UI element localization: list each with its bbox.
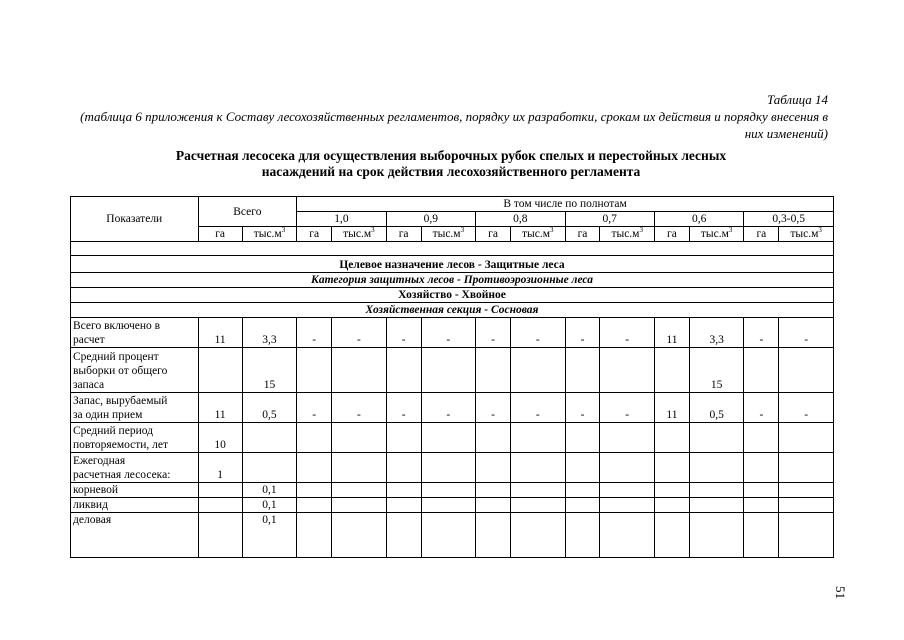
row-label: [71, 318, 199, 348]
table-cell: 15: [689, 348, 743, 393]
table-cell: [565, 348, 600, 393]
table-cell: [476, 348, 511, 393]
row-label-line: запаса: [73, 379, 105, 391]
table-cell: [511, 513, 565, 558]
table-cell: [511, 498, 565, 513]
table-cell: [511, 453, 565, 483]
unit-ha: га: [198, 227, 242, 242]
unit-volume-exponent: 3: [550, 226, 554, 235]
table-cell: 11: [654, 318, 689, 348]
row-label: [71, 453, 199, 483]
table-cell: -: [744, 393, 779, 423]
row-label-line: корневой: [73, 484, 119, 496]
table-cell: [744, 498, 779, 513]
header-indicators: Показатели: [71, 197, 199, 242]
table-cell: [198, 498, 242, 513]
table-cell: -: [386, 318, 421, 348]
table-cell: [689, 498, 743, 513]
unit-volume-text: тыс.м: [522, 228, 551, 240]
table-cell: [600, 453, 654, 483]
table-cell: [421, 513, 475, 558]
section-farm: Хозяйство - Хвойное: [71, 288, 834, 303]
row-label-line: Запас, вырубаемый: [73, 395, 168, 407]
density-header: 0,6: [654, 212, 743, 227]
table-cell: [297, 348, 332, 393]
section-economic: Хозяйственная секция - Сосновая: [71, 303, 834, 318]
row-label-line: расчет: [73, 334, 105, 346]
row-label-line: за один прием: [73, 409, 143, 421]
table-cell: [654, 483, 689, 498]
table-cell: [386, 513, 421, 558]
table-cell: [332, 348, 386, 393]
unit-volume-text: тыс.м: [700, 228, 729, 240]
table-cell: [386, 348, 421, 393]
table-cell: 1: [198, 453, 242, 483]
table-cell: [654, 498, 689, 513]
table-cell: [386, 423, 421, 453]
table-cell: [689, 483, 743, 498]
unit-volume-exponent: 3: [281, 226, 286, 235]
density-header: 0,7: [565, 212, 654, 227]
row-label: [71, 483, 199, 498]
table-cell: -: [744, 318, 779, 348]
table-cell: [779, 483, 834, 498]
unit-volume-exponent: 3: [371, 226, 375, 235]
table-cell: 0,5: [689, 393, 743, 423]
table-cell: [689, 453, 743, 483]
table-cell: -: [297, 393, 332, 423]
table-cell: [565, 483, 600, 498]
section-purpose: Целевое назначение лесов - Защитные леса: [71, 256, 834, 273]
table-cell: [297, 513, 332, 558]
table-row: [71, 318, 834, 348]
unit-volume-exponent: 3: [818, 226, 822, 235]
table-cell: [476, 483, 511, 498]
table-cell: [386, 498, 421, 513]
table-cell: [744, 348, 779, 393]
row-label-line: повторяемости, лет: [73, 439, 169, 451]
row-label-line: Средний период: [73, 425, 153, 437]
table-cell: [421, 423, 475, 453]
table-cell: [600, 348, 654, 393]
table-cell: [689, 513, 743, 558]
table-cell: [779, 498, 834, 513]
table-title-line-2: насаждений на срок действия лесохозяйственного регламента: [261, 164, 641, 179]
table-cell: [565, 513, 600, 558]
table-cell: [297, 423, 332, 453]
row-label-line: Средний процент: [73, 351, 159, 363]
table-row: [71, 348, 834, 393]
unit-volume: [511, 227, 565, 242]
table-cell: [297, 483, 332, 498]
unit-volume: [421, 227, 475, 242]
row-label-line: деловая: [73, 514, 112, 526]
table-cell: [476, 453, 511, 483]
table-cell: [779, 453, 834, 483]
table-cell: 0,1: [242, 513, 297, 558]
unit-volume: [332, 227, 386, 242]
row-label: [71, 348, 199, 393]
table-cell: [511, 348, 565, 393]
density-header: 1,0: [297, 212, 386, 227]
table-cell: [779, 423, 834, 453]
table-cell: [198, 513, 242, 558]
table-cell: [421, 453, 475, 483]
unit-ha: га: [744, 227, 779, 242]
unit-ha: га: [654, 227, 689, 242]
table-cell: [332, 483, 386, 498]
table-cell: -: [600, 393, 654, 423]
row-label-line: Ежегодная: [73, 455, 126, 467]
table-row: [71, 513, 834, 558]
table-cell: -: [600, 318, 654, 348]
table-cell: -: [297, 318, 332, 348]
table-cell: -: [511, 393, 565, 423]
table-cell: 0,1: [242, 483, 297, 498]
row-label: [71, 393, 199, 423]
section-category: Категория защитных лесов - Противоэрозионные леса: [71, 273, 834, 288]
table-cell: [332, 513, 386, 558]
table-cell: [421, 348, 475, 393]
row-label-line: расчетная лесосека:: [73, 469, 171, 481]
unit-volume-exponent: 3: [460, 226, 465, 235]
table-cell: [476, 423, 511, 453]
table-source-note: (таблица 6 приложения к Составу лесохозяйственных регламентов, порядку их разработки, срокам их действия и порядку внесения в них изменений): [80, 109, 828, 141]
table-cell: [511, 483, 565, 498]
table-cell: [779, 513, 834, 558]
table-cell: -: [476, 318, 511, 348]
table-cell: [779, 348, 834, 393]
unit-volume-text: тыс.м: [432, 228, 461, 240]
table-cell: [511, 423, 565, 453]
header-by-density: В том числе по полнотам: [297, 197, 834, 212]
table-cell: 10: [198, 423, 242, 453]
table-cell: [600, 498, 654, 513]
table-cell: [332, 423, 386, 453]
table-cell: [386, 483, 421, 498]
unit-volume-exponent: 3: [728, 226, 733, 235]
table-cell: [476, 513, 511, 558]
row-label-line: ликвид: [73, 499, 108, 511]
table-cell: [198, 483, 242, 498]
table-cell: [744, 423, 779, 453]
table-row: [71, 423, 834, 453]
header-total: Всего: [198, 197, 297, 227]
unit-volume: [779, 227, 834, 242]
table-cell: -: [476, 393, 511, 423]
table-cell: [565, 453, 600, 483]
table-cell: [332, 453, 386, 483]
unit-volume-text: тыс.м: [343, 228, 372, 240]
table-cell: -: [779, 393, 834, 423]
unit-volume: [600, 227, 654, 242]
table-cell: 3,3: [242, 318, 297, 348]
unit-ha: га: [297, 227, 332, 242]
unit-volume: [242, 227, 297, 242]
table-cell: 15: [242, 348, 297, 393]
table-cell: 11: [198, 393, 242, 423]
table-cell: [654, 513, 689, 558]
density-header: 0,9: [386, 212, 475, 227]
table-title-line-1: Расчетная лесосека для осуществления выборочных рубок спелых и перестойных лесных: [175, 148, 727, 163]
table-cell: [421, 498, 475, 513]
unit-volume: [689, 227, 743, 242]
table-cell: -: [421, 393, 475, 423]
table-row: [71, 483, 834, 498]
table-row: [71, 393, 834, 423]
table-cell: 11: [654, 393, 689, 423]
table-cell: [242, 453, 297, 483]
table-cell: [744, 483, 779, 498]
table-cell: [198, 348, 242, 393]
table-cell: -: [332, 393, 386, 423]
table-cell: [600, 423, 654, 453]
table-cell: [476, 498, 511, 513]
table-cell: -: [421, 318, 475, 348]
table-cell: [689, 423, 743, 453]
table-cell: [600, 483, 654, 498]
unit-volume-text: тыс.м: [611, 228, 640, 240]
table-cell: [565, 498, 600, 513]
table-cell: [744, 513, 779, 558]
spacer-row: [71, 242, 834, 256]
unit-ha: га: [565, 227, 600, 242]
table-cell: [386, 453, 421, 483]
row-label-line: выборки от общего: [73, 365, 168, 377]
row-label: [71, 513, 199, 558]
table-cell: [332, 498, 386, 513]
table-number: Таблица 14: [766, 92, 828, 107]
unit-ha: га: [476, 227, 511, 242]
table-cell: 11: [198, 318, 242, 348]
table-cell: [744, 453, 779, 483]
row-label: [71, 423, 199, 453]
page-number: 51: [833, 586, 848, 599]
density-header: 0,3-0,5: [744, 212, 834, 227]
table-cell: -: [511, 318, 565, 348]
table-cell: 0,5: [242, 393, 297, 423]
unit-volume-text: тыс.м: [790, 228, 819, 240]
table-cell: -: [386, 393, 421, 423]
unit-ha: га: [386, 227, 421, 242]
table-cell: [297, 498, 332, 513]
table-cell: [654, 453, 689, 483]
table-cell: [421, 483, 475, 498]
unit-volume-exponent: 3: [639, 226, 643, 235]
table-cell: [565, 423, 600, 453]
table-cell: [242, 423, 297, 453]
unit-volume-text: тыс.м: [253, 228, 282, 240]
row-label-line: Всего включено в: [73, 320, 161, 332]
cutting-area-table: [70, 196, 834, 558]
table-row: [71, 453, 834, 483]
table-cell: 0,1: [242, 498, 297, 513]
table-cell: -: [565, 318, 600, 348]
table-cell: [600, 513, 654, 558]
table-row: [71, 498, 834, 513]
table-cell: -: [779, 318, 834, 348]
table-cell: [297, 453, 332, 483]
table-cell: 3,3: [689, 318, 743, 348]
row-label: [71, 498, 199, 513]
table-cell: [654, 423, 689, 453]
density-header: 0,8: [476, 212, 565, 227]
table-cell: -: [332, 318, 386, 348]
table-cell: [654, 348, 689, 393]
table-cell: -: [565, 393, 600, 423]
